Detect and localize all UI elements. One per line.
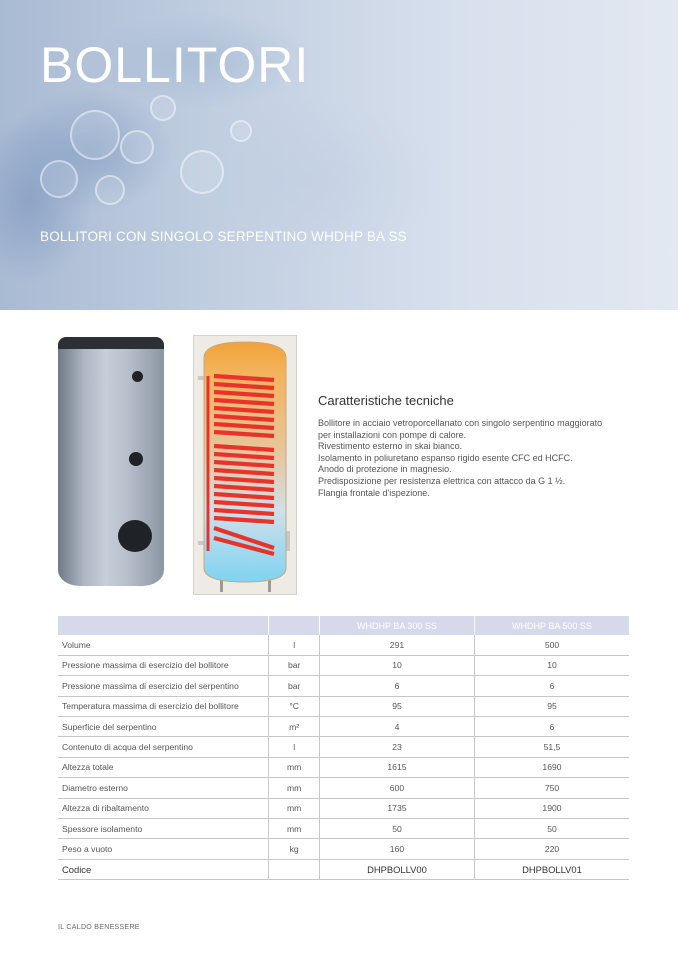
row-value-500: 95 (474, 696, 629, 716)
table-header-row (58, 616, 629, 635)
row-unit: °C (269, 696, 320, 716)
feature-line: Predisposizione per resistenza elettrica con attacco da G 1 ½. (318, 475, 566, 486)
row-label: Altezza di ribaltamento (58, 798, 269, 818)
row-value-500: 6 (474, 716, 629, 736)
row-unit: mm (269, 757, 320, 777)
table-row (58, 655, 629, 675)
header-model-300: WHDHP BA 300 SS (319, 616, 474, 635)
row-value-500: 10 (474, 655, 629, 675)
boiler-cutaway-image (193, 335, 297, 595)
row-label: Pressione massima di esercizio del bollitore (58, 655, 269, 675)
row-label: Altezza totale (58, 757, 269, 777)
tank-port-top (132, 371, 143, 382)
row-value-300: 160 (319, 839, 474, 859)
row-unit: mm (269, 818, 320, 838)
table-row (58, 798, 629, 818)
header-unit-cell (269, 616, 320, 635)
table-row (58, 737, 629, 757)
row-value-300: 23 (319, 737, 474, 757)
feature-line: Rivestimento esterno in skai bianco. (318, 441, 463, 452)
row-unit: mm (269, 798, 320, 818)
page-footer: IL CALDO BENESSERE (58, 924, 140, 931)
row-value-500: 6 (474, 676, 629, 696)
row-value-500: 1900 (474, 798, 629, 818)
feature-line: Bollitore in acciaio vetroporcellanato con singolo serpentino maggiorato (318, 418, 603, 428)
table-row (58, 818, 629, 838)
boiler-tank-image (58, 337, 164, 586)
header-label-cell (58, 616, 269, 635)
row-unit: l (269, 737, 320, 757)
row-value-300: 6 (319, 676, 474, 696)
row-value-500: 750 (474, 778, 629, 798)
row-label: Codice (58, 859, 269, 879)
table-row (58, 696, 629, 716)
row-value-300: 50 (319, 818, 474, 838)
row-value-500: 51,5 (474, 737, 629, 757)
row-value-300: 1615 (319, 757, 474, 777)
row-value-500: 220 (474, 839, 629, 859)
feature-line: Anodo di protezione in magnesio. (318, 464, 452, 475)
table-row (58, 839, 629, 859)
row-value-300: 95 (319, 696, 474, 716)
row-label: Peso a vuoto (58, 839, 269, 859)
row-value-500: 500 (474, 635, 629, 655)
row-label: Temperatura massima di esercizio del bollitore (58, 696, 269, 716)
row-value-300: 1735 (319, 798, 474, 818)
table-row (58, 757, 629, 777)
row-unit: kg (269, 839, 320, 859)
section-subtitle: BOLLITORI CON SINGOLO SERPENTINO WHDHP BA SS (40, 229, 407, 244)
tank-cap (58, 337, 164, 349)
bubble-decoration (230, 120, 252, 142)
row-label: Diametro esterno (58, 778, 269, 798)
tank-flange-port (118, 520, 152, 552)
table-row-code (58, 859, 629, 879)
row-unit: bar (269, 676, 320, 696)
row-value-300: 600 (319, 778, 474, 798)
bubble-decoration (95, 175, 125, 205)
table-row (58, 635, 629, 655)
feature-line: Flangia frontale d'ispezione. (318, 487, 430, 498)
features-list (318, 418, 602, 499)
row-label: Volume (58, 635, 269, 655)
page-title: BOLLITORI (40, 37, 310, 93)
row-unit: l (269, 635, 320, 655)
row-value-300: 291 (319, 635, 474, 655)
feature-line: Isolamento in poliuretano espanso rigido esente CFC ed HCFC. (318, 452, 573, 463)
row-value-500: 50 (474, 818, 629, 838)
row-unit: bar (269, 655, 320, 675)
row-label: Superficie del serpentino (58, 716, 269, 736)
row-unit (269, 859, 320, 879)
bubble-decoration (120, 130, 154, 164)
row-value-300: 10 (319, 655, 474, 675)
bubble-decoration (40, 160, 78, 198)
table-row (58, 676, 629, 696)
bubble-decoration (180, 150, 224, 194)
row-value-500: DHPBOLLV01 (474, 859, 629, 879)
table-row (58, 716, 629, 736)
bubble-decoration (70, 110, 120, 160)
row-label: Spessore isolamento (58, 818, 269, 838)
features-heading: Caratteristiche tecniche (318, 393, 454, 408)
bubble-decoration (150, 95, 176, 121)
row-label: Contenuto di acqua del serpentino (58, 737, 269, 757)
row-label: Pressione massima di esercizio del serpentino (58, 676, 269, 696)
row-value-500: 1690 (474, 757, 629, 777)
hero-banner (0, 0, 678, 310)
feature-line: per installazioni con pompe di calore. (318, 429, 467, 440)
cutaway-diagram (194, 336, 296, 594)
row-unit: mm (269, 778, 320, 798)
row-value-300: DHPBOLLV00 (319, 859, 474, 879)
header-model-500: WHDHP BA 500 SS (474, 616, 629, 635)
row-value-300: 4 (319, 716, 474, 736)
table-row (58, 778, 629, 798)
row-unit: m² (269, 716, 320, 736)
spec-table (58, 616, 629, 880)
tank-port-middle (129, 452, 143, 466)
